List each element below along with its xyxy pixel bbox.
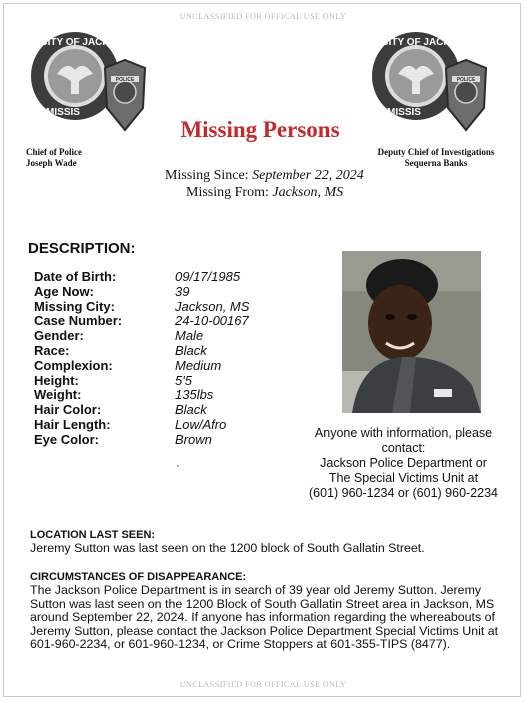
missing-person-photo bbox=[342, 251, 481, 413]
description-row bbox=[34, 388, 249, 403]
circumstances-heading: CIRCUMSTANCES OF DISAPPEARANCE: bbox=[30, 571, 247, 583]
location-text: Jeremy Sutton was last seen on the 1200 block of South Gallatin Street. bbox=[30, 541, 425, 555]
description-value: Black bbox=[175, 342, 207, 358]
svg-text:POLICE: POLICE bbox=[456, 77, 476, 83]
police-seal-right bbox=[368, 30, 496, 142]
description-label: Date of Birth: bbox=[34, 269, 117, 284]
location-heading: LOCATION LAST SEEN: bbox=[30, 529, 156, 541]
description-row bbox=[34, 314, 249, 329]
chief-name: Joseph Wade bbox=[26, 158, 77, 168]
description-row bbox=[34, 359, 249, 374]
missing-from-value: Jackson, MS bbox=[272, 185, 344, 200]
chief-title: Chief of Police bbox=[26, 147, 82, 157]
description-table bbox=[34, 270, 249, 448]
classification-banner-top: UNCLASSIFIED FOR OFFICAL USE ONLY bbox=[179, 12, 347, 21]
description-label: Eye Color: bbox=[34, 431, 100, 447]
description-value: 09/17/1985 bbox=[175, 269, 241, 284]
description-value: 5'5 bbox=[175, 372, 192, 388]
description-label: Gender: bbox=[34, 328, 84, 344]
description-label: Height: bbox=[34, 372, 79, 388]
description-row bbox=[34, 374, 249, 389]
description-label: Weight: bbox=[34, 387, 82, 403]
description-label: Hair Color: bbox=[34, 402, 102, 418]
svg-text:MISSIS: MISSIS bbox=[387, 107, 421, 118]
deputy-chief-block bbox=[366, 147, 506, 169]
description-row bbox=[34, 270, 249, 285]
description-value: Low/Afro bbox=[175, 416, 227, 432]
scan-speck bbox=[177, 465, 179, 467]
description-label: Hair Length: bbox=[34, 416, 111, 432]
description-value: Brown bbox=[175, 431, 212, 447]
contact-line: Anyone with information, please bbox=[314, 426, 493, 440]
police-seal-left bbox=[27, 30, 155, 142]
contact-line: (601) 960-1234 or (601) 960-2234 bbox=[308, 486, 499, 500]
description-row bbox=[34, 433, 249, 448]
missing-since-value: September 22, 2024 bbox=[252, 168, 364, 183]
description-value: 135lbs bbox=[175, 387, 214, 403]
missing-since-label: Missing Since: bbox=[165, 168, 249, 183]
deputy-title: Deputy Chief of Investigations bbox=[377, 147, 495, 157]
description-value: Black bbox=[175, 402, 207, 418]
contact-info bbox=[293, 426, 514, 501]
svg-text:CITY OF JACK: CITY OF JACK bbox=[381, 37, 451, 48]
missing-since-line bbox=[165, 168, 364, 184]
missing-from-label: Missing From: bbox=[186, 185, 269, 200]
description-row bbox=[34, 418, 249, 433]
contact-line: Jackson Police Department or bbox=[320, 456, 487, 470]
description-row bbox=[34, 300, 249, 315]
classification-banner-bottom: UNCLASSIFIED FOR OFFICAL USE ONLY bbox=[179, 680, 347, 689]
svg-text:CITY OF JACK: CITY OF JACK bbox=[40, 37, 110, 48]
svg-text:POLICE: POLICE bbox=[115, 77, 135, 83]
description-value: Jackson, MS bbox=[175, 298, 250, 314]
description-row bbox=[34, 403, 249, 418]
description-row bbox=[34, 344, 249, 359]
description-value: 24-10-00167 bbox=[175, 313, 249, 329]
description-value: 39 bbox=[175, 283, 190, 299]
description-row bbox=[34, 285, 249, 300]
description-value: Medium bbox=[175, 357, 222, 373]
description-row bbox=[34, 329, 249, 344]
svg-text:MISSIS: MISSIS bbox=[46, 107, 80, 118]
description-value: Male bbox=[175, 328, 204, 344]
chief-of-police-block bbox=[26, 147, 146, 169]
deputy-name: Sequerna Banks bbox=[404, 158, 468, 168]
contact-line: contact: bbox=[381, 441, 426, 455]
contact-line: The Special Victims Unit at bbox=[328, 471, 479, 485]
circumstances-text: The Jackson Police Department is in search of 39 year old Jeremy Sutton. Jeremy Sutton was last seen on the 1200 Block of South Gallatin Street area in Jackson, MS around September 22, 2024. If anyone has information regarding the whereabouts of Jeremy Sutton, please contact the Jackson Police Department Special Victims Unit at 601-960-2234, or 601-960-1234, or Crime Stoppers at 601-355-TIPS (8477). bbox=[30, 583, 499, 652]
page-title: Missing Persons bbox=[180, 117, 340, 142]
description-label: Missing City: bbox=[34, 298, 115, 314]
description-label: Age Now: bbox=[34, 283, 94, 299]
description-label: Race: bbox=[34, 342, 70, 358]
description-heading: DESCRIPTION: bbox=[28, 240, 136, 257]
missing-from-line bbox=[186, 185, 343, 201]
description-label: Complexion: bbox=[34, 357, 113, 373]
description-label: Case Number: bbox=[34, 313, 123, 329]
